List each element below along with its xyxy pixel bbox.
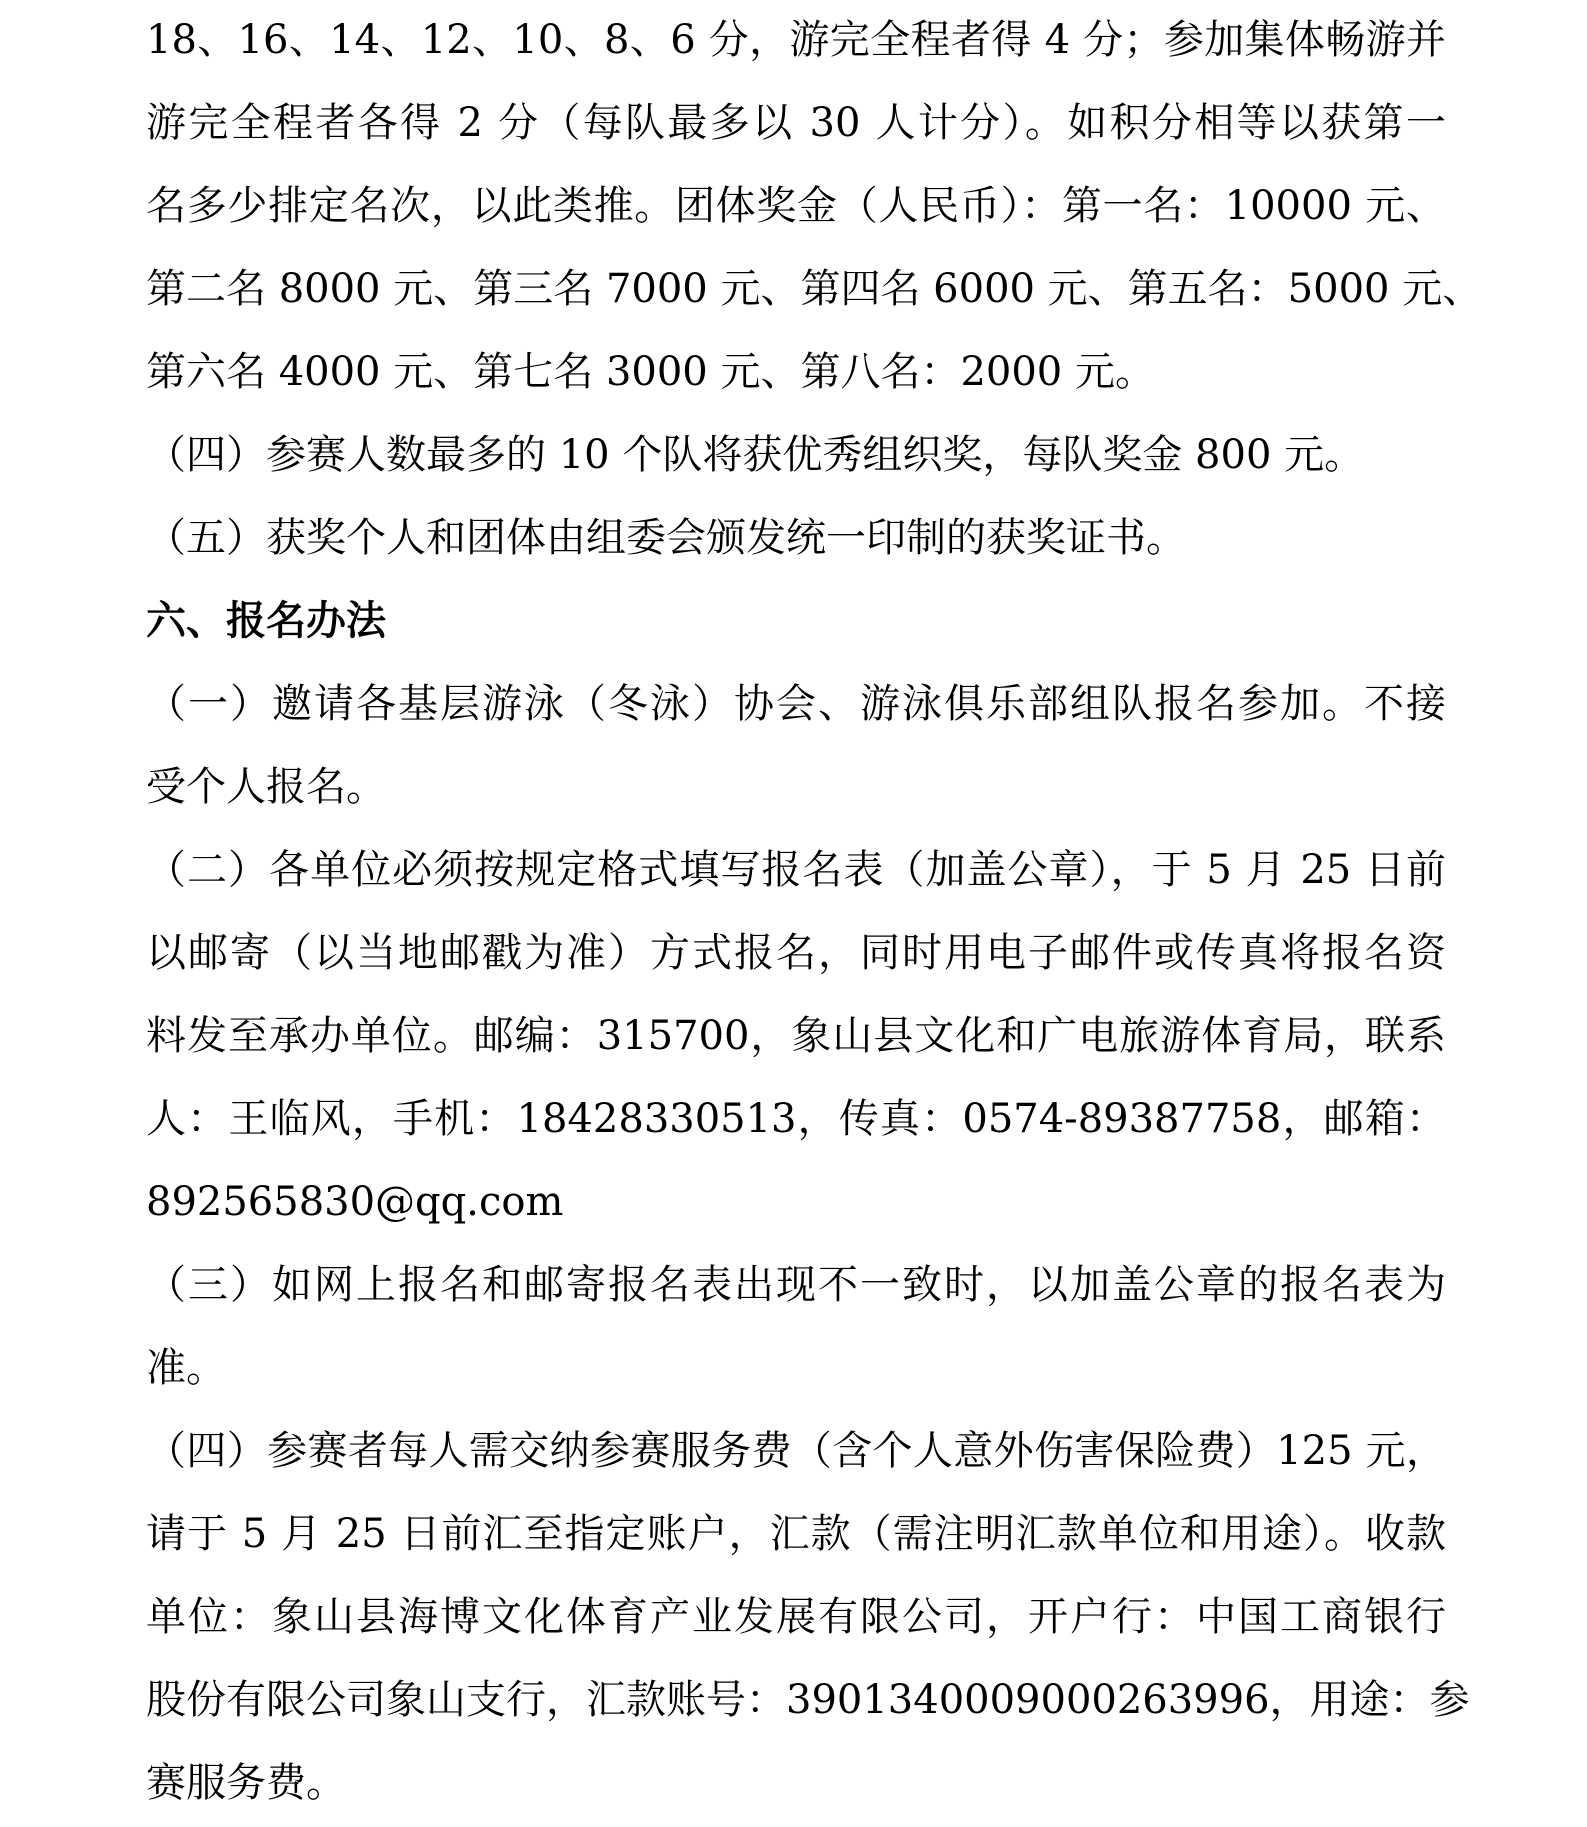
paragraph-line: 人：王临风，手机：18428330513，传真：0574-89387758，邮箱： bbox=[146, 1096, 1446, 1142]
paragraph-line: 以邮寄（以当地邮戳为准）方式报名，同时用电子邮件或传真将报名资 bbox=[146, 930, 1446, 976]
paragraph-line: 单位：象山县海博文化体育产业发展有限公司，开户行：中国工商银行 bbox=[146, 1594, 1446, 1640]
paragraph-line: 赛服务费。 bbox=[146, 1760, 346, 1806]
paragraph-line: 请于 5 月 25 日前汇至指定账户，汇款（需注明汇款单位和用途）。收款 bbox=[146, 1511, 1446, 1557]
paragraph-line: （五）获奖个人和团体由组委会颁发统一印制的获奖证书。 bbox=[146, 515, 1186, 561]
paragraph-line: 准。 bbox=[146, 1345, 226, 1391]
paragraph-line: 第二名 8000 元、第三名 7000 元、第四名 6000 元、第五名：5000 元、 bbox=[146, 266, 1483, 312]
paragraph-line: 第六名 4000 元、第七名 3000 元、第八名：2000 元。 bbox=[146, 349, 1155, 395]
paragraph-line: （三）如网上报名和邮寄报名表出现不一致时，以加盖公章的报名表为 bbox=[146, 1262, 1446, 1308]
section-heading: 六、报名办法 bbox=[146, 598, 386, 644]
paragraph-line: 游完全程者各得 2 分（每队最多以 30 人计分）。如积分相等以获第一 bbox=[146, 100, 1446, 146]
paragraph-line: 股份有限公司象山支行，汇款账号：3901340009000263996，用途：参 bbox=[146, 1677, 1470, 1723]
document-page bbox=[146, 0, 1483, 1827]
email-address: 892565830@qq.com bbox=[146, 1179, 564, 1225]
paragraph-line: （四）参赛者每人需交纳参赛服务费（含个人意外伤害保险费）125 元， bbox=[146, 1428, 1446, 1474]
paragraph-line: （一）邀请各基层游泳（冬泳）协会、游泳俱乐部组队报名参加。不接 bbox=[146, 681, 1446, 727]
paragraph-line: 18、16、14、12、10、8、6 分，游完全程者得 4 分；参加集体畅游并 bbox=[146, 17, 1446, 63]
paragraph-line: 料发至承办单位。邮编：315700，象山县文化和广电旅游体育局，联系 bbox=[146, 1013, 1446, 1059]
paragraph-line: （二）各单位必须按规定格式填写报名表（加盖公章），于 5 月 25 日前 bbox=[146, 847, 1446, 893]
paragraph-line: 受个人报名。 bbox=[146, 764, 386, 810]
paragraph-line: 名多少排定名次，以此类推。团体奖金（人民币）：第一名：10000 元、 bbox=[146, 183, 1446, 229]
paragraph-line: （四）参赛人数最多的 10 个队将获优秀组织奖，每队奖金 800 元。 bbox=[146, 432, 1365, 478]
